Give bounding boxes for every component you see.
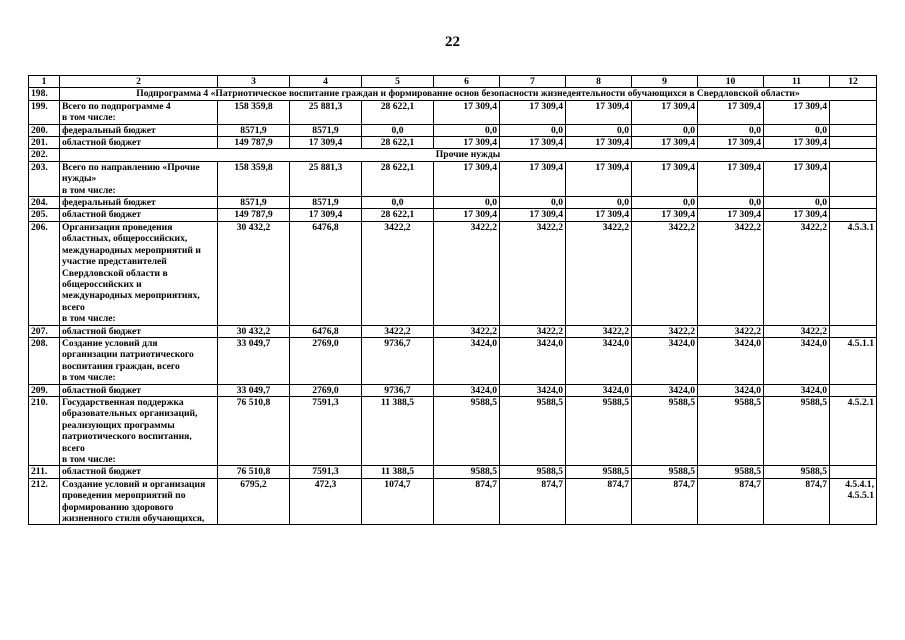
value-cell: 3424,0: [698, 337, 764, 384]
row-description: [60, 325, 218, 337]
description-line: международных мероприятий и: [62, 244, 201, 256]
value-cell: 11 388,5: [362, 396, 434, 465]
value-cell: 17 309,4: [698, 100, 764, 124]
row-description: [60, 337, 218, 384]
value-cell: 3422,2: [434, 325, 500, 337]
row-index: 205.: [29, 209, 60, 221]
value-cell: 472,3: [290, 478, 362, 525]
description-line: в том числе:: [62, 112, 116, 124]
value-cell: 9588,5: [698, 396, 764, 465]
value-cell: 158 359,8: [218, 161, 290, 196]
value-cell: 874,7: [698, 478, 764, 525]
value-cell: 17 309,4: [434, 161, 500, 196]
row-description: [60, 137, 218, 149]
header-cell: 1: [29, 76, 60, 88]
value-cell: 17 309,4: [434, 209, 500, 221]
value-cell: 3422,2: [434, 221, 500, 325]
value-cell: 3424,0: [632, 337, 698, 384]
description-line: областной бюджет: [62, 209, 141, 221]
header-cell: 5: [362, 76, 434, 88]
value-cell: 0,0: [698, 124, 764, 136]
value-cell: 28 622,1: [362, 100, 434, 124]
value-cell: 0,0: [632, 197, 698, 209]
row-description: [60, 478, 218, 525]
description-line: образовательных организаций,: [62, 408, 198, 420]
value-cell: 9736,7: [362, 384, 434, 396]
value-cell: 3422,2: [566, 221, 632, 325]
row-description: [60, 396, 218, 465]
section-row-title: Прочие нужды: [60, 149, 877, 161]
value-cell: 17 309,4: [434, 100, 500, 124]
value-cell: 17 309,4: [566, 137, 632, 149]
value-cell: 25 881,3: [290, 161, 362, 196]
header-cell: 8: [566, 76, 632, 88]
value-cell: 149 787,9: [218, 209, 290, 221]
value-cell: 149 787,9: [218, 137, 290, 149]
table-row: [29, 100, 877, 124]
value-cell: 17 309,4: [764, 209, 830, 221]
value-cell: 9588,5: [764, 466, 830, 478]
description-line: участие представителей: [62, 256, 167, 268]
description-line: проведения мероприятий по: [62, 490, 186, 502]
value-cell: 30 432,2: [218, 221, 290, 325]
value-cell: 1074,7: [362, 478, 434, 525]
value-cell: 17 309,4: [566, 161, 632, 196]
value-cell: 3424,0: [632, 384, 698, 396]
value-cell: 17 309,4: [434, 137, 500, 149]
value-cell: 9588,5: [566, 396, 632, 465]
description-line: областной бюджет: [62, 466, 141, 478]
value-cell: 3422,2: [698, 325, 764, 337]
value-cell: 8571,9: [290, 124, 362, 136]
measure-code-cell: [830, 124, 877, 136]
value-cell: 0,0: [500, 197, 566, 209]
description-line: в том числе:: [62, 454, 116, 465]
measure-code-cell: 4.5.2.1: [830, 396, 877, 465]
value-cell: 25 881,3: [290, 100, 362, 124]
value-cell: 9588,5: [632, 396, 698, 465]
measure-code-cell: [830, 384, 877, 396]
description-line: областной бюджет: [62, 384, 141, 396]
value-cell: 76 510,8: [218, 396, 290, 465]
value-cell: 2769,0: [290, 337, 362, 384]
value-cell: 3424,0: [566, 384, 632, 396]
value-cell: 0,0: [632, 124, 698, 136]
row-index: 210.: [29, 396, 60, 465]
measure-code-cell: [830, 161, 877, 196]
value-cell: 8571,9: [290, 197, 362, 209]
row-index: 209.: [29, 384, 60, 396]
measure-code-cell: [830, 466, 877, 478]
value-cell: 874,7: [434, 478, 500, 525]
header-cell: 11: [764, 76, 830, 88]
header-cell: 4: [290, 76, 362, 88]
row-description: [60, 100, 218, 124]
description-line: Организация проведения: [62, 221, 173, 233]
value-cell: 33 049,7: [218, 337, 290, 384]
table-row: [29, 384, 877, 396]
budget-table: [28, 75, 877, 525]
value-cell: 9588,5: [500, 466, 566, 478]
row-description: [60, 221, 218, 325]
value-cell: 3424,0: [434, 384, 500, 396]
row-index: 212.: [29, 478, 60, 525]
row-description: [60, 466, 218, 478]
value-cell: 0,0: [500, 124, 566, 136]
value-cell: 7591,3: [290, 466, 362, 478]
row-index: 199.: [29, 100, 60, 124]
value-cell: 0,0: [764, 124, 830, 136]
table-row: [29, 325, 877, 337]
value-cell: 3422,2: [362, 221, 434, 325]
value-cell: 9588,5: [566, 466, 632, 478]
value-cell: 874,7: [500, 478, 566, 525]
value-cell: 17 309,4: [500, 137, 566, 149]
description-line: Свердловской области в: [62, 267, 168, 279]
description-line: нужды»: [62, 173, 97, 185]
value-cell: 17 309,4: [290, 209, 362, 221]
value-cell: 9588,5: [698, 466, 764, 478]
header-cell: 9: [632, 76, 698, 88]
table-row: [29, 137, 877, 149]
value-cell: 33 049,7: [218, 384, 290, 396]
header-row: [29, 76, 877, 88]
description-line: международных мероприятиях,: [62, 290, 200, 302]
description-line: общероссийских и: [62, 278, 142, 290]
table-row: [29, 209, 877, 221]
value-cell: 17 309,4: [632, 209, 698, 221]
description-line: областных, общероссийских,: [62, 233, 188, 245]
description-line: всего: [62, 442, 85, 454]
section-row: [29, 149, 877, 161]
value-cell: 3422,2: [566, 325, 632, 337]
description-line: Всего по направлению «Прочие: [62, 161, 200, 173]
value-cell: 0,0: [434, 197, 500, 209]
table-row: [29, 124, 877, 136]
measure-code-cell: 4.5.3.1: [830, 221, 877, 325]
table-row: [29, 396, 877, 465]
row-index: 207.: [29, 325, 60, 337]
description-line: всего: [62, 301, 85, 313]
value-cell: 17 309,4: [500, 161, 566, 196]
value-cell: 6476,8: [290, 325, 362, 337]
description-line: организации патриотического: [62, 349, 194, 361]
value-cell: 0,0: [764, 197, 830, 209]
value-cell: 17 309,4: [500, 209, 566, 221]
value-cell: 3422,2: [632, 221, 698, 325]
value-cell: 17 309,4: [290, 137, 362, 149]
value-cell: 3424,0: [566, 337, 632, 384]
row-description: [60, 384, 218, 396]
description-line: в том числе:: [62, 372, 116, 384]
description-line: областной бюджет: [62, 137, 141, 149]
value-cell: 0,0: [434, 124, 500, 136]
header-cell: 12: [830, 76, 877, 88]
description-line: реализующих программы: [62, 419, 175, 431]
value-cell: 30 432,2: [218, 325, 290, 337]
row-description: [60, 161, 218, 196]
value-cell: 17 309,4: [698, 137, 764, 149]
value-cell: 28 622,1: [362, 137, 434, 149]
row-description: [60, 209, 218, 221]
value-cell: 3424,0: [500, 384, 566, 396]
value-cell: 17 309,4: [698, 161, 764, 196]
value-cell: 874,7: [764, 478, 830, 525]
row-index: 203.: [29, 161, 60, 196]
row-index: 208.: [29, 337, 60, 384]
page-number: 22: [445, 34, 460, 50]
table-row: [29, 197, 877, 209]
value-cell: 9588,5: [434, 466, 500, 478]
value-cell: 3422,2: [362, 325, 434, 337]
description-line: Создание условий и организация: [62, 478, 206, 490]
measure-code-cell: [830, 209, 877, 221]
value-cell: 3422,2: [500, 221, 566, 325]
value-cell: 9736,7: [362, 337, 434, 384]
header-cell: 10: [698, 76, 764, 88]
header-cell: 6: [434, 76, 500, 88]
table-row: [29, 337, 877, 384]
value-cell: 0,0: [698, 197, 764, 209]
description-line: Государственная поддержка: [62, 396, 184, 408]
value-cell: 874,7: [566, 478, 632, 525]
table-row: [29, 161, 877, 196]
description-line: жизненного стиля обучающихся,: [62, 513, 205, 525]
value-cell: 8571,9: [218, 124, 290, 136]
value-cell: 17 309,4: [764, 161, 830, 196]
value-cell: 0,0: [362, 197, 434, 209]
value-cell: 7591,3: [290, 396, 362, 465]
row-index: 204.: [29, 197, 60, 209]
value-cell: 17 309,4: [632, 137, 698, 149]
value-cell: 3424,0: [500, 337, 566, 384]
value-cell: 3424,0: [434, 337, 500, 384]
value-cell: 6795,2: [218, 478, 290, 525]
row-index: 201.: [29, 137, 60, 149]
row-index: 202.: [29, 149, 60, 161]
subprogram-row: [29, 88, 877, 100]
row-index: 211.: [29, 466, 60, 478]
value-cell: 17 309,4: [698, 209, 764, 221]
value-cell: 0,0: [566, 124, 632, 136]
value-cell: 9588,5: [500, 396, 566, 465]
row-index: 206.: [29, 221, 60, 325]
value-cell: 17 309,4: [500, 100, 566, 124]
measure-code-cell: [830, 100, 877, 124]
table-row: [29, 221, 877, 325]
description-line: в том числе:: [62, 184, 116, 196]
value-cell: 9588,5: [632, 466, 698, 478]
description-line: патриотического воспитания,: [62, 431, 192, 443]
value-cell: 28 622,1: [362, 209, 434, 221]
value-cell: 17 309,4: [764, 137, 830, 149]
value-cell: 8571,9: [218, 197, 290, 209]
value-cell: 3422,2: [764, 221, 830, 325]
value-cell: 3424,0: [698, 384, 764, 396]
description-line: федеральный бюджет: [62, 124, 156, 136]
description-line: Всего по подпрограмме 4: [62, 100, 171, 112]
value-cell: 158 359,8: [218, 100, 290, 124]
value-cell: 17 309,4: [632, 161, 698, 196]
description-line: воспитания граждан, всего: [62, 360, 180, 372]
value-cell: 3424,0: [764, 337, 830, 384]
value-cell: 3422,2: [698, 221, 764, 325]
value-cell: 28 622,1: [362, 161, 434, 196]
description-line: в том числе:: [62, 313, 116, 325]
row-index: 198.: [29, 88, 60, 100]
description-line: федеральный бюджет: [62, 197, 156, 209]
row-description: [60, 124, 218, 136]
subprogram-row-title: Подпрограмма 4 «Патриотическое воспитание граждан и формирование основ безопасности жизнедеятельности обучающихся в Свердловской области»: [60, 88, 877, 100]
value-cell: 874,7: [632, 478, 698, 525]
value-cell: 3422,2: [632, 325, 698, 337]
description-line: Создание условий для: [62, 337, 158, 349]
measure-code-cell: [830, 197, 877, 209]
table-row: [29, 478, 877, 525]
row-description: [60, 197, 218, 209]
value-cell: 2769,0: [290, 384, 362, 396]
value-cell: 11 388,5: [362, 466, 434, 478]
value-cell: 6476,8: [290, 221, 362, 325]
description-line: формированию здорового: [62, 501, 174, 513]
description-line: областной бюджет: [62, 325, 141, 337]
value-cell: 3422,2: [764, 325, 830, 337]
table-row: [29, 466, 877, 478]
value-cell: 3424,0: [764, 384, 830, 396]
measure-code-cell: [830, 325, 877, 337]
value-cell: 9588,5: [764, 396, 830, 465]
header-cell: 2: [60, 76, 218, 88]
value-cell: 9588,5: [434, 396, 500, 465]
header-cell: 3: [218, 76, 290, 88]
value-cell: 17 309,4: [764, 100, 830, 124]
value-cell: 17 309,4: [566, 209, 632, 221]
row-index: 200.: [29, 124, 60, 136]
value-cell: 3422,2: [500, 325, 566, 337]
value-cell: 17 309,4: [632, 100, 698, 124]
value-cell: 0,0: [362, 124, 434, 136]
value-cell: 17 309,4: [566, 100, 632, 124]
header-cell: 7: [500, 76, 566, 88]
value-cell: 76 510,8: [218, 466, 290, 478]
measure-code-cell: 4.5.1.1: [830, 337, 877, 384]
measure-code-cell: 4.5.4.1, 4.5.5.1: [830, 478, 877, 525]
measure-code-cell: [830, 137, 877, 149]
value-cell: 0,0: [566, 197, 632, 209]
